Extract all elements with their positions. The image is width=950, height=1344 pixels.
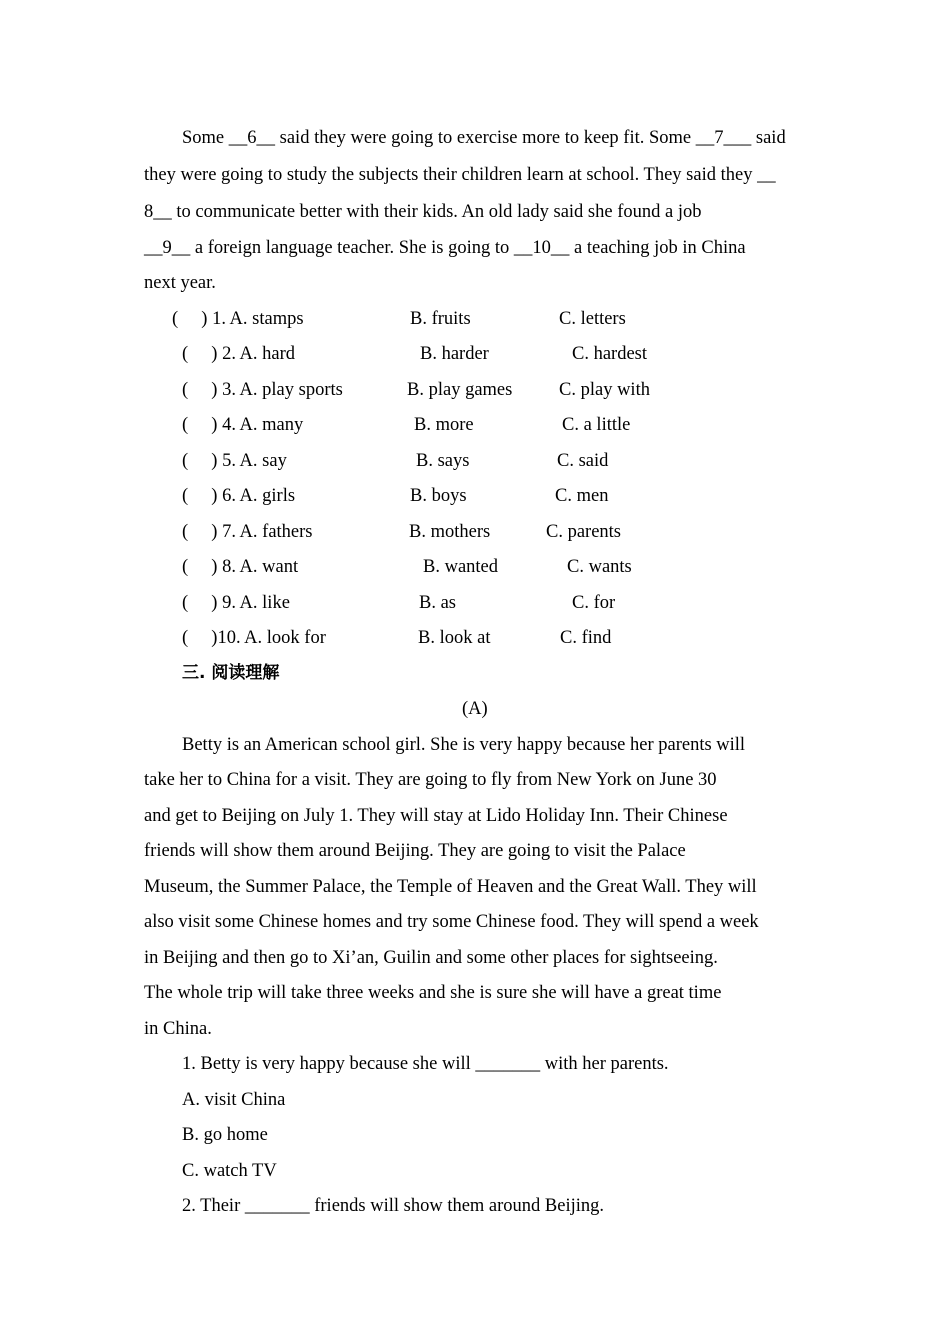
choice-6-b: B. boys	[410, 486, 467, 506]
passage-line: friends will show them around Beijing. They are going to visit the Palace	[144, 841, 686, 861]
reading-label: (A)	[462, 699, 488, 719]
option-b: B. go home	[182, 1125, 268, 1145]
choice-10-c: C. find	[560, 628, 612, 648]
cloze-text: Some	[182, 128, 229, 148]
choice-4-b: B. more	[414, 415, 474, 435]
passage-line: take her to China for a visit. They are going to fly from New York on June 30	[144, 770, 717, 790]
cloze-text: they were going to study the subjects their children learn at school. They said they	[144, 165, 758, 185]
choice-4-a: ( ) 4. A. many	[182, 415, 304, 435]
choice-2-a: ( ) 2. A. hard	[182, 344, 296, 364]
choice-3-c: C. play with	[559, 380, 650, 400]
choice-9-b: B. as	[419, 593, 456, 613]
passage-line: and get to Beijing on July 1. They will stay at Lido Holiday Inn. Their Chinese	[144, 806, 728, 826]
choice-10-b: B. look at	[418, 628, 491, 648]
choice-5-b: B. says	[416, 451, 470, 471]
choice-10-a: ( )10. A. look for	[182, 628, 326, 648]
question-2: 2. Their _______ friends will show them around Beijing.	[182, 1196, 605, 1216]
passage-line: The whole trip will take three weeks and she is sure she will have a great time	[144, 983, 722, 1003]
choice-5-a: ( ) 5. A. say	[182, 451, 287, 471]
choice-7-b: B. mothers	[409, 522, 491, 542]
choice-3-a: ( ) 3. A. play sports	[182, 380, 343, 400]
cloze-text: said they were going to exercise more to keep fit. Some	[275, 128, 696, 148]
choice-5-c: C. said	[557, 451, 609, 471]
passage-line: also visit some Chinese homes and try some Chinese food. They will spend a week	[144, 912, 759, 932]
cloze-line-4	[144, 239, 746, 258]
cloze-line-2	[144, 166, 776, 185]
cloze-text: said	[751, 128, 786, 148]
cloze-line-3	[144, 203, 701, 222]
option-c: C. watch TV	[182, 1161, 277, 1181]
choice-7-c: C. parents	[546, 522, 622, 542]
passage-line: in China.	[144, 1019, 212, 1039]
choice-6-c: C. men	[555, 486, 609, 506]
cloze-text: a teaching job in China	[569, 238, 746, 258]
blank-8-start: __	[757, 165, 776, 185]
choice-8-b: B. wanted	[423, 557, 499, 577]
passage-line: in Beijing and then go to Xi’an, Guilin and some other places for sightseeing.	[144, 948, 718, 968]
cloze-line-1	[182, 129, 786, 148]
choice-7-a: ( ) 7. A. fathers	[182, 522, 313, 542]
choice-2-b: B. harder	[420, 344, 489, 364]
choice-2-c: C. hardest	[572, 344, 648, 364]
blank-7: __7___	[695, 128, 752, 148]
option-a: A. visit China	[182, 1090, 286, 1110]
passage-line: Museum, the Summer Palace, the Temple of Heaven and the Great Wall. They will	[144, 877, 757, 897]
choice-1-a: ( ) 1. A. stamps	[172, 309, 304, 329]
section-heading: 三. 阅读理解	[182, 663, 280, 683]
choice-3-b: B. play games	[407, 380, 513, 400]
question-1: 1. Betty is very happy because she will _______ with her parents.	[182, 1054, 669, 1074]
cloze-line-5: next year.	[144, 273, 216, 293]
choice-6-a: ( ) 6. A. girls	[182, 486, 296, 506]
passage-line: Betty is an American school girl. She is very happy because her parents will	[182, 735, 746, 755]
choice-8-c: C. wants	[567, 557, 632, 577]
choice-1-c: C. letters	[559, 309, 626, 329]
choice-4-c: C. a little	[562, 415, 631, 435]
cloze-text: a foreign language teacher. She is going to	[190, 238, 514, 258]
blank-9: __9__	[144, 238, 191, 258]
choice-1-b: B. fruits	[410, 309, 471, 329]
blank-6: __6__	[228, 128, 276, 148]
blank-10: __10__	[513, 238, 570, 258]
choice-9-c: C. for	[572, 593, 616, 613]
blank-8: 8__	[144, 202, 172, 222]
cloze-text: to communicate better with their kids. An old lady said she found a job	[171, 202, 702, 222]
choice-9-a: ( ) 9. A. like	[182, 593, 290, 613]
choice-8-a: ( ) 8. A. want	[182, 557, 299, 577]
